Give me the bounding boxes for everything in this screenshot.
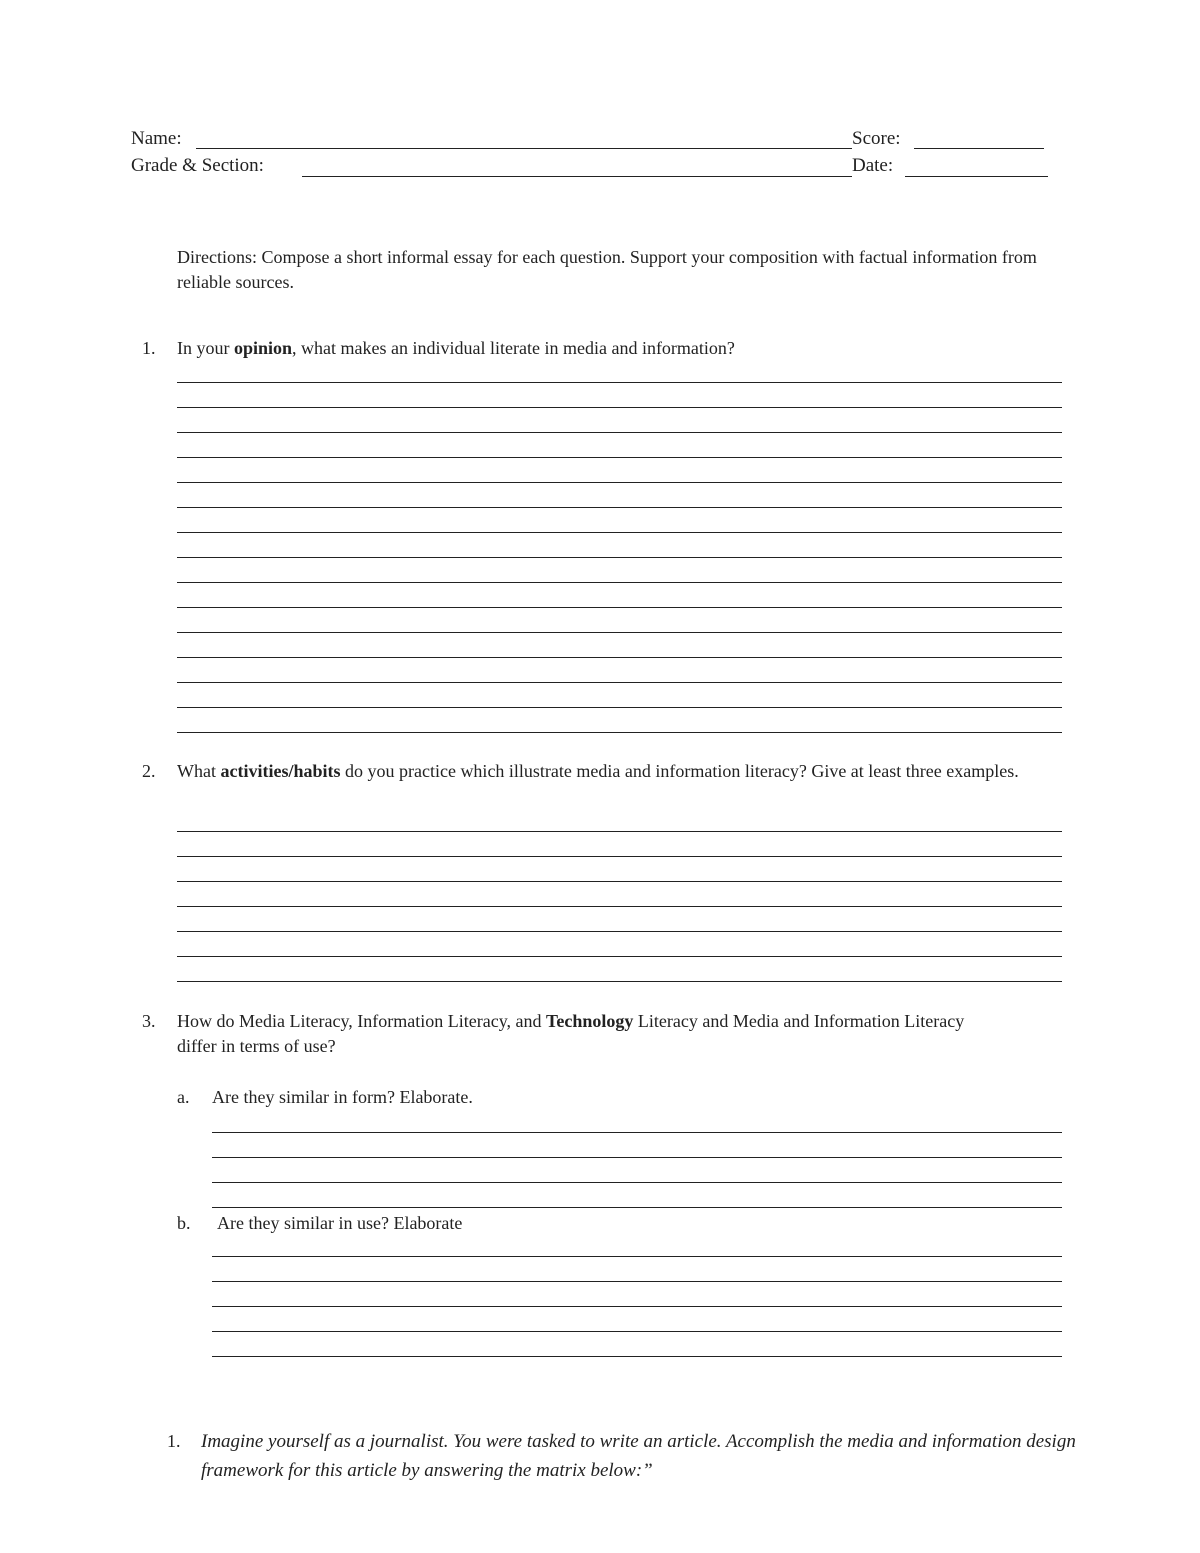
question-number: 1. <box>142 338 156 358</box>
final-task-text: Imagine yourself as a journalist. You were tasked to write an article. Accomplish the media and information design framework for this article by answering the matrix below:” <box>201 1431 1076 1481</box>
answer-line[interactable] <box>177 856 1062 857</box>
sub-question-b-text: Are they similar in use? Elaborate <box>217 1213 463 1233</box>
answer-line[interactable] <box>177 557 1062 558</box>
answer-line[interactable] <box>212 1281 1062 1282</box>
score-field[interactable] <box>914 148 1044 149</box>
answer-line[interactable] <box>177 457 1062 458</box>
answer-line[interactable] <box>177 707 1062 708</box>
answer-line[interactable] <box>177 432 1062 433</box>
question-text: , what makes an individual literate in media and information? <box>292 338 735 358</box>
answer-line[interactable] <box>177 482 1062 483</box>
answer-line[interactable] <box>212 1182 1062 1183</box>
answer-area-3a[interactable] <box>212 1132 1062 1212</box>
answer-line[interactable] <box>177 682 1062 683</box>
question-3-text <box>177 1009 1007 1059</box>
question-text: Literacy and Media and Information Literacy differ in terms of use? <box>177 1011 965 1056</box>
answer-line[interactable] <box>212 1207 1062 1208</box>
answer-line[interactable] <box>177 382 1062 383</box>
question-text: do you practice which illustrate media and information literacy? Give at least three examples. <box>340 761 1019 781</box>
answer-line[interactable] <box>177 407 1062 408</box>
answer-line[interactable] <box>177 532 1062 533</box>
sub-question-letter: a. <box>177 1087 190 1107</box>
answer-line[interactable] <box>177 582 1062 583</box>
answer-line[interactable] <box>212 1306 1062 1307</box>
answer-line[interactable] <box>177 732 1062 733</box>
sub-question-a-text: Are they similar in form? Elaborate. <box>212 1087 473 1107</box>
date-label: Date: <box>852 155 894 176</box>
answer-line[interactable] <box>212 1256 1062 1257</box>
answer-line[interactable] <box>177 831 1062 832</box>
task-number: 1. <box>167 1431 181 1451</box>
answer-line[interactable] <box>177 956 1062 957</box>
question-emphasis: activities/habits <box>220 761 341 781</box>
name-field[interactable] <box>196 148 852 149</box>
question-text: In your <box>177 338 234 358</box>
answer-area-1[interactable] <box>177 382 1062 762</box>
question-2-text <box>177 759 1067 784</box>
question-text: How do Media Literacy, Information Literacy, and <box>177 1011 547 1031</box>
question-number: 3. <box>142 1011 156 1031</box>
question-emphasis: opinion <box>234 338 293 358</box>
answer-line[interactable] <box>212 1132 1062 1133</box>
question-number: 2. <box>142 761 156 781</box>
answer-line[interactable] <box>212 1331 1062 1332</box>
answer-line[interactable] <box>177 906 1062 907</box>
answer-line[interactable] <box>177 607 1062 608</box>
sub-question-letter: b. <box>177 1213 191 1233</box>
score-label: Score: <box>852 128 901 149</box>
question-emphasis: Technology <box>546 1011 634 1031</box>
answer-area-3b[interactable] <box>212 1256 1062 1361</box>
question-text: What <box>177 761 221 781</box>
date-field[interactable] <box>905 176 1048 177</box>
answer-line[interactable] <box>177 657 1062 658</box>
answer-line[interactable] <box>177 632 1062 633</box>
name-label: Name: <box>131 128 182 149</box>
grade-section-label: Grade & Section: <box>131 155 264 176</box>
answer-line[interactable] <box>212 1157 1062 1158</box>
answer-line[interactable] <box>177 507 1062 508</box>
grade-section-field[interactable] <box>302 176 852 177</box>
answer-line[interactable] <box>177 881 1062 882</box>
answer-line[interactable] <box>177 931 1062 932</box>
question-1-text <box>177 336 1067 361</box>
answer-line[interactable] <box>177 981 1062 982</box>
answer-line[interactable] <box>212 1356 1062 1357</box>
answer-area-2[interactable] <box>177 831 1062 991</box>
directions: Directions: Compose a short informal essay for each question. Support your composition with factual information from reliable sources. <box>177 247 1037 292</box>
